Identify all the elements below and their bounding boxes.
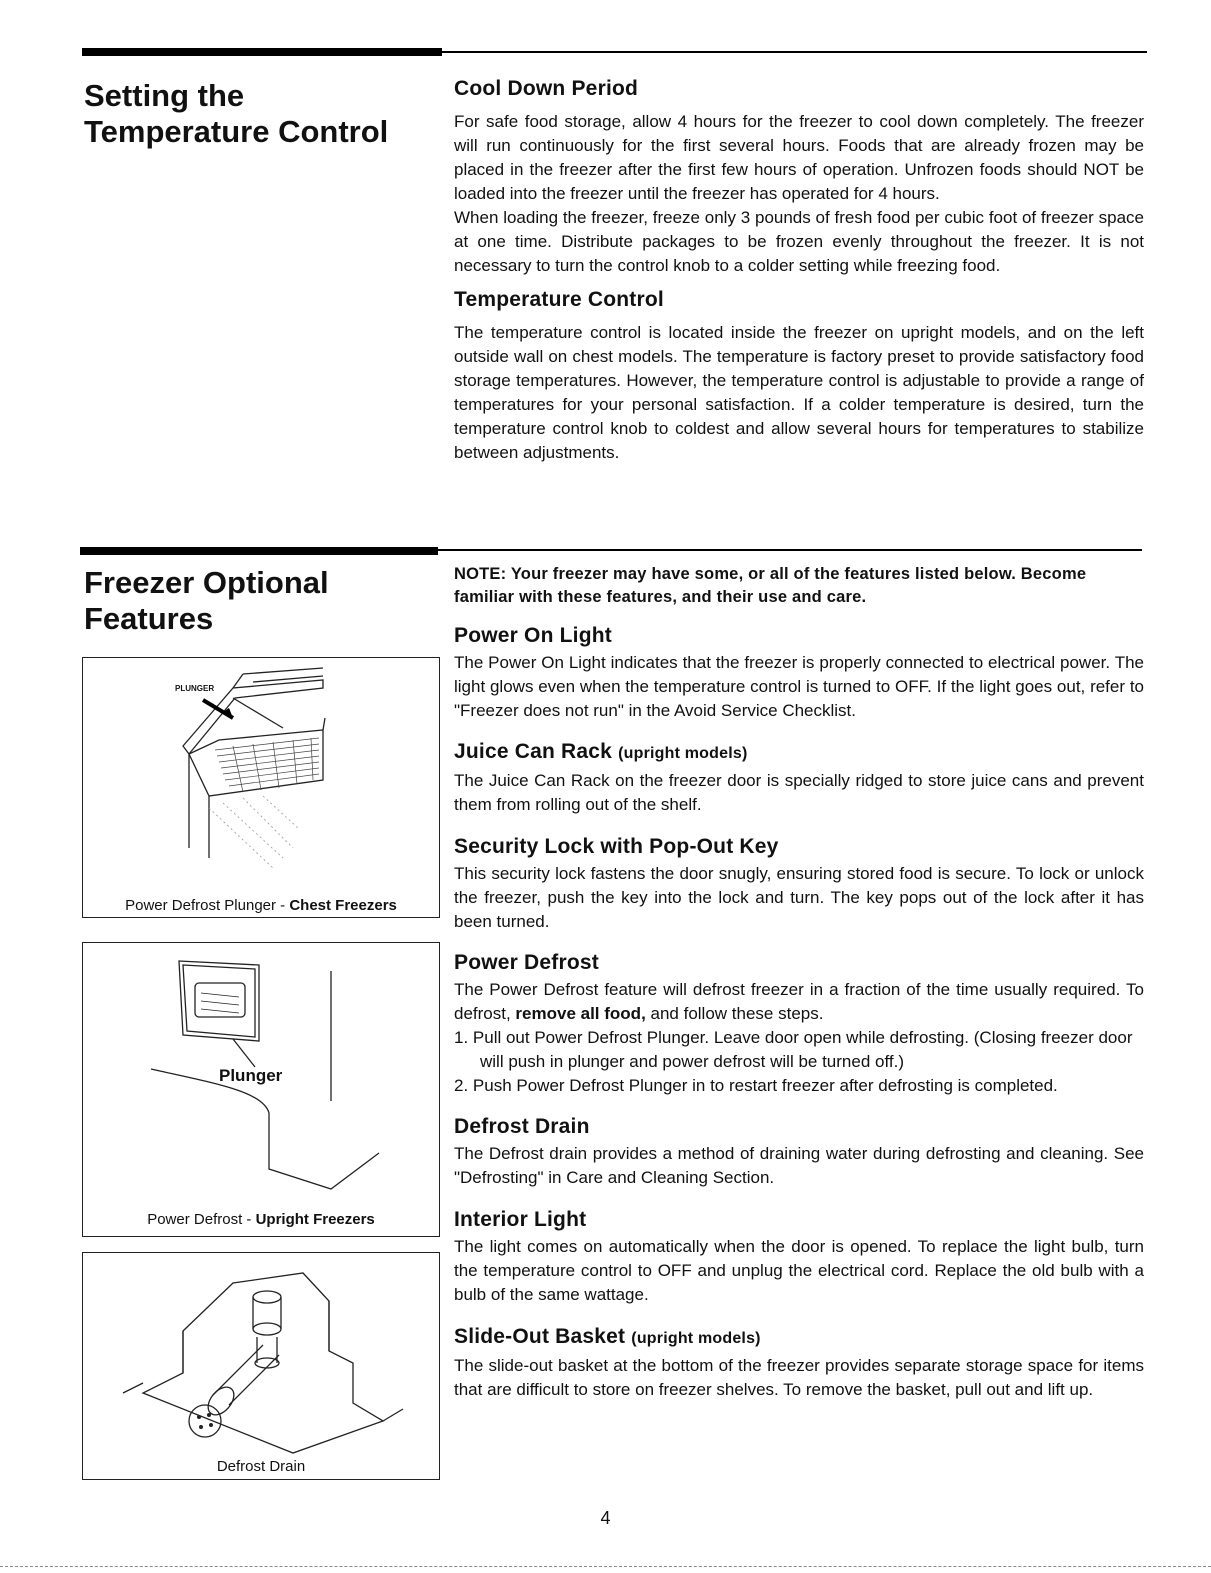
features-note: NOTE: Your freezer may have some, or all of the features listed below. Become familiar with these features, and their use and care. [454,565,1087,606]
power-on-light-heading: Power On Light [454,624,612,647]
juice-can-rack-heading [454,739,1144,767]
section-title-optional-features [84,565,329,637]
figure-caption [83,1211,439,1229]
figure-chest-freezer-plunger [82,657,440,918]
title-line: Freezer Optional [84,565,329,600]
title-line: Temperature Control [84,114,389,149]
figure-upright-freezer-plunger [82,942,440,1237]
plunger-label: PLUNGER [175,684,215,693]
juice-can-rack-title: Juice Can Rack [454,740,613,763]
defrost-drain-illustration [83,1253,439,1479]
cool-down-paragraph: For safe food storage, allow 4 hours for the freezer to cool down completely. The freezer will run continuously for the first several hours. Foods that are already frozen may be placed in the freezer after the first few hours of operation. Unfrozen foods should NOT be loaded into the freezer until the freezer has operated for 4 hours. [454,112,1144,203]
temperature-control-content [454,76,1144,465]
section-rule-thick [82,48,442,56]
figure-caption [83,897,439,915]
power-defrost-heading: Power Defrost [454,951,599,974]
step-item: 1. Pull out Power Defrost Plunger. Leave door open while defrosting. (Closing freezer door will push in plunger and power defrost will be turned off.) [454,1028,1133,1071]
chest-freezer-illustration [83,658,439,917]
figure-caption: Defrost Drain [216,1458,306,1475]
page-number: 4 [600,1508,611,1528]
power-defrost-steps [454,1026,1144,1098]
power-defrost-text: The Power Defrost feature will defrost freezer in a fraction of the time usually required. To defrost, [454,980,1144,1023]
caption-emphasis: Chest Freezers [289,897,397,914]
cool-down-paragraph: When loading the freezer, freeze only 3 pounds of fresh food per cubic foot of freezer space at one time. Distribute packages to be frozen evenly throughout the freezer. It is not necessary to turn the control knob to a colder setting while freezing food. [454,208,1144,275]
cool-down-heading: Cool Down Period [454,77,639,100]
temperature-control-heading: Temperature Control [454,288,664,311]
slide-out-basket-title: Slide-Out Basket [454,1325,626,1348]
slide-out-basket-suffix: (upright models) [631,1330,761,1347]
power-on-light-paragraph: The Power On Light indicates that the freezer is properly connected to electrical power. The light glows even when the temperature control is turned to OFF. If the light goes out, refer to "Freezer does not run" in the Avoid Service Checklist. [454,653,1144,720]
title-line: Setting the [84,78,245,113]
interior-light-paragraph: The light comes on automatically when the door is opened. To replace the light bulb, turn the temperature control to OFF and unplug the electrical cord. Replace the old bulb with a bulb of the same wattage. [454,1237,1144,1304]
juice-can-rack-suffix: (upright models) [618,745,748,762]
section-rule-thin [438,549,1142,551]
caption-emphasis: Upright Freezers [255,1211,375,1228]
power-defrost-paragraph [454,978,1144,1026]
defrost-drain-paragraph: The Defrost drain provides a method of draining water during defrosting and cleaning. See "Defrosting" in Care and Cleaning Section. [454,1144,1144,1187]
optional-features-content [454,563,1144,1402]
bottom-divider [0,1566,1211,1567]
section-title-temperature-control [84,78,388,150]
security-lock-paragraph: This security lock fastens the door snugly, ensuring stored food is secure. To lock or unlock the freezer, push the key into the lock and turn. The key pops out of the lock after it has been turned. [454,864,1144,931]
section-rule-thick [80,547,438,555]
caption-text: Power Defrost - [147,1211,256,1228]
temperature-control-paragraph: The temperature control is located inside the freezer on upright models, and on the left outside wall on chest models. The temperature is factory preset to provide satisfactory food storage temperatures. However, the temperature control is adjustable to provide a range of temperatures for your personal satisfaction. If a colder temperature is desired, turn the temperature control knob to coldest and allow several hours for temperatures to stabilize between adjustments. [454,323,1144,462]
caption-text: Power Defrost Plunger - [125,897,290,914]
section-rule-thin [442,51,1147,53]
step-item: 2. Push Power Defrost Plunger in to restart freezer after defrosting is completed. [454,1076,1058,1095]
defrost-drain-heading: Defrost Drain [454,1115,590,1138]
security-lock-heading: Security Lock with Pop-Out Key [454,835,779,858]
upright-freezer-illustration [83,943,439,1236]
juice-can-rack-paragraph: The Juice Can Rack on the freezer door is specially ridged to store juice cans and prevent them from rolling out of the shelf. [454,771,1144,814]
slide-out-basket-heading [454,1324,1144,1352]
plunger-label: Plunger [219,1066,283,1085]
title-line: Features [84,601,214,636]
power-defrost-emphasis: remove all food, [515,1004,646,1023]
interior-light-heading: Interior Light [454,1208,587,1231]
power-defrost-text: and follow these steps. [645,1004,824,1023]
figure-defrost-drain [82,1252,440,1480]
slide-out-basket-paragraph: The slide-out basket at the bottom of the freezer provides separate storage space for items that are difficult to store on freezer shelves. To remove the basket, pull out and lift up. [454,1356,1144,1399]
